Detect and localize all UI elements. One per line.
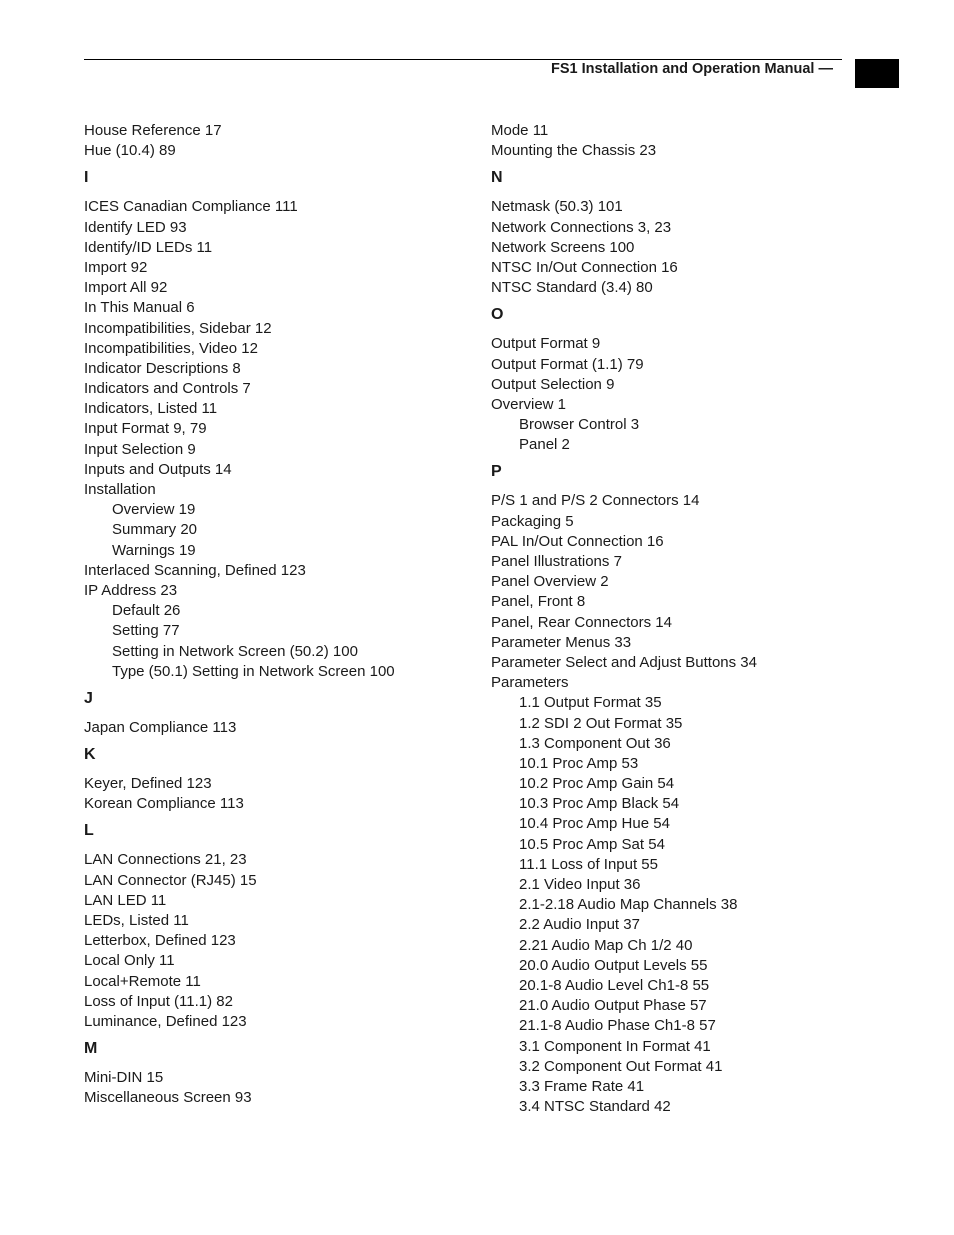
index-section-letter: I — [84, 169, 89, 187]
index-subentry: 3.3 Frame Rate 41 — [519, 1077, 645, 1095]
index-section-letter: J — [84, 689, 93, 707]
index-subentry: 1.1 Output Format 35 — [519, 694, 662, 712]
index-subentry: Setting 77 — [112, 622, 180, 640]
index-entry: Inputs and Outputs 14 — [84, 460, 232, 478]
index-entry: Netmask (50.3) 101 — [491, 198, 623, 216]
index-entry: Interlaced Scanning, Defined 123 — [84, 561, 306, 579]
index-entry: Identify/ID LEDs 11 — [84, 238, 213, 256]
page-tab-marker — [855, 59, 899, 88]
index-entry: Loss of Input (11.1) 82 — [84, 992, 233, 1010]
index-subentry: 3.1 Component In Format 41 — [519, 1037, 711, 1055]
index-entry: LEDs, Listed 11 — [84, 912, 189, 929]
index-entry: Installation — [84, 481, 156, 498]
index-entry: Network Screens 100 — [491, 238, 635, 256]
index-entry: LAN Connector (RJ45) 15 — [84, 871, 257, 889]
index-entry: Letterbox, Defined 123 — [84, 932, 236, 950]
index-subentry: Browser Control 3 — [519, 416, 640, 434]
index-subentry: 2.2 Audio Input 37 — [519, 916, 640, 934]
index-entry: Parameter Select and Adjust Buttons 34 — [491, 653, 757, 671]
index-subentry: 10.1 Proc Amp 53 — [519, 754, 639, 772]
index-entry: Panel Overview 2 — [491, 573, 609, 591]
index-entry: Keyer, Defined 123 — [84, 775, 212, 793]
index-subentry: Setting in Network Screen (50.2) 100 — [112, 642, 358, 660]
index-subentry: Panel 2 — [519, 436, 570, 454]
index-section-letter: L — [84, 822, 94, 840]
index-entry: P/S 1 and P/S 2 Connectors 14 — [491, 492, 700, 510]
index-entry: Packaging 5 — [491, 512, 574, 530]
index-entry: Miscellaneous Screen 93 — [84, 1089, 252, 1107]
index-subentry: 3.2 Component Out Format 41 — [519, 1057, 723, 1075]
index-section-letter: M — [84, 1040, 98, 1058]
index-subentry: Overview 19 — [112, 501, 196, 519]
index-entry: Input Selection 9 — [84, 440, 196, 458]
index-subentry: 1.3 Component Out 36 — [519, 734, 671, 752]
index-entry: In This Manual 6 — [84, 299, 195, 317]
index-entry: Input Format 9, 79 — [84, 420, 207, 438]
index-entry: Parameters — [491, 674, 569, 692]
index-section-letter: N — [491, 169, 503, 187]
index-entry: Import 92 — [84, 258, 148, 276]
index-subentry: 10.3 Proc Amp Black 54 — [519, 795, 680, 813]
index-subentry: 2.21 Audio Map Ch 1/2 40 — [519, 936, 693, 954]
index-subentry: 10.4 Proc Amp Hue 54 — [519, 815, 670, 833]
index-entry: Mini-DIN 15 — [84, 1069, 164, 1087]
index-subentry: 3.4 NTSC Standard 42 — [519, 1098, 671, 1116]
index-entry: Panel Illustrations 7 — [491, 553, 622, 570]
index-entry: IP Address 23 — [84, 581, 178, 599]
index-entry: Korean Compliance 113 — [84, 795, 244, 813]
index-entry: ICES Canadian Compliance 111 — [84, 198, 298, 216]
index-entry: NTSC Standard (3.4) 80 — [491, 279, 653, 297]
index-entry: PAL In/Out Connection 16 — [491, 532, 664, 550]
index-entry: Indicators and Controls 7 — [84, 380, 251, 398]
index-entry: Output Format 9 — [491, 335, 601, 353]
index-entry: Mode 11 — [491, 122, 549, 139]
index-column-left — [84, 121, 474, 1109]
index-entry: Network Connections 3, 23 — [491, 218, 672, 236]
index-subentry: 20.0 Audio Output Levels 55 — [519, 956, 708, 974]
index-subentry: 10.5 Proc Amp Sat 54 — [519, 835, 665, 853]
index-entry: LAN LED 11 — [84, 891, 167, 909]
index-subentry: Default 26 — [112, 602, 181, 620]
index-entry: Luminance, Defined 123 — [84, 1012, 247, 1030]
index-entry: Indicators, Listed 11 — [84, 400, 218, 418]
index-subentry: Warnings 19 — [112, 541, 196, 559]
index-subentry: 21.1-8 Audio Phase Ch1-8 57 — [519, 1017, 716, 1035]
index-entry: Panel, Rear Connectors 14 — [491, 613, 672, 631]
index-subentry: 10.2 Proc Amp Gain 54 — [519, 775, 675, 793]
index-section-letter: O — [491, 306, 504, 324]
index-entry: Import All 92 — [84, 279, 168, 297]
index-entry: Output Format (1.1) 79 — [491, 355, 644, 373]
index-entry: Parameter Menus 33 — [491, 633, 632, 651]
index-entry: Incompatibilities, Video 12 — [84, 339, 258, 357]
index-column-right — [491, 121, 921, 1117]
index-entry: Mounting the Chassis 23 — [491, 142, 657, 160]
index-section-letter: K — [84, 746, 96, 764]
index-entry: Japan Compliance 113 — [84, 718, 237, 736]
index-entry: Overview 1 — [491, 395, 567, 413]
index-section-letter: P — [491, 463, 502, 481]
index-subentry: 2.1-2.18 Audio Map Channels 38 — [519, 896, 738, 914]
running-header-title: FS1 Installation and Operation Manual — — [551, 61, 833, 77]
index-entry: Local+Remote 11 — [84, 972, 201, 990]
index-subentry: 20.1-8 Audio Level Ch1-8 55 — [519, 976, 710, 994]
index-subentry: 2.1 Video Input 36 — [519, 876, 641, 893]
index-entry: Panel, Front 8 — [491, 593, 586, 611]
index-entry: NTSC In/Out Connection 16 — [491, 258, 678, 276]
index-entry: Output Selection 9 — [491, 375, 615, 393]
index-entry: Hue (10.4) 89 — [84, 142, 176, 160]
index-subentry: Summary 20 — [112, 521, 198, 539]
index-entry: House Reference 17 — [84, 122, 222, 139]
index-subentry: Type (50.1) Setting in Network Screen 100 — [112, 662, 395, 680]
index-subentry: 21.0 Audio Output Phase 57 — [519, 997, 707, 1015]
index-entry: Indicator Descriptions 8 — [84, 359, 241, 377]
index-subentry: 11.1 Loss of Input 55 — [519, 855, 658, 873]
index-subentry: 1.2 SDI 2 Out Format 35 — [519, 714, 683, 732]
index-entry: Incompatibilities, Sidebar 12 — [84, 319, 272, 337]
index-entry: Local Only 11 — [84, 952, 175, 970]
index-entry: Identify LED 93 — [84, 218, 187, 236]
index-entry: LAN Connections 21, 23 — [84, 851, 247, 869]
